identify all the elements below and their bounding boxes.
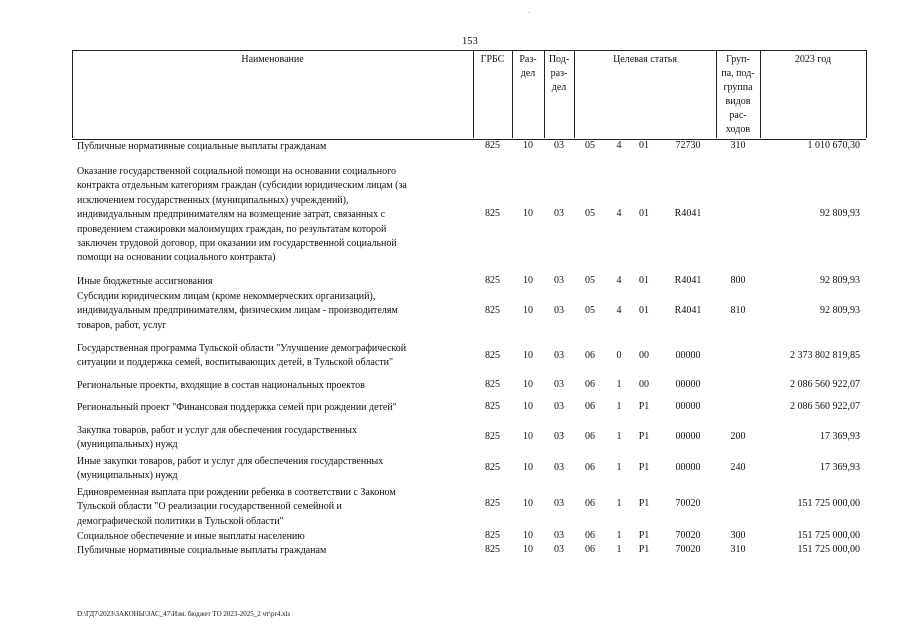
- row-name-line: Публичные нормативные социальные выплаты гражданам: [77, 141, 327, 152]
- cell-t2: 1: [616, 530, 622, 541]
- cell-t2: 0: [616, 350, 622, 361]
- row-name: [77, 290, 465, 333]
- cell-grbs: 825: [485, 350, 500, 361]
- cell-t3: P1: [638, 401, 650, 412]
- cell-pr: 03: [554, 544, 564, 555]
- cell-t4: 00000: [675, 462, 701, 473]
- row-name-line: (муниципальных) нужд: [77, 439, 178, 451]
- cell-pr: 03: [554, 530, 564, 541]
- cell-t4: 00000: [675, 431, 701, 442]
- cell-t1: 06: [585, 350, 595, 361]
- cell-t4: 70020: [675, 498, 701, 509]
- row-name: [77, 379, 465, 393]
- cell-t1: 06: [585, 498, 595, 509]
- cell-t4: 00000: [675, 350, 701, 361]
- cell-grbs: 825: [485, 431, 500, 442]
- cell-pr: 03: [554, 305, 564, 316]
- cell-vr: 810: [730, 305, 746, 316]
- row-name: [77, 140, 465, 154]
- cell-amount: 151 725 000,00: [797, 498, 860, 509]
- cell-amount: 92 809,93: [820, 275, 860, 286]
- row-name-line: Социальное обеспечение и иные выплаты населению: [77, 531, 305, 542]
- cell-grbs: 825: [485, 275, 500, 286]
- cell-pr: 03: [554, 498, 564, 509]
- cell-t3: P1: [638, 544, 650, 555]
- cell-vr: 200: [730, 431, 746, 442]
- cell-t3: P1: [638, 431, 650, 442]
- row-name-line: исключением государственных (муниципальных) учреждений),: [77, 194, 349, 206]
- header-razdel: Раз- дел: [519, 54, 537, 79]
- cell-grbs: 825: [485, 401, 500, 412]
- row-name-line: Публичные нормативные социальные выплаты гражданам: [77, 545, 327, 556]
- row-name: [77, 544, 465, 558]
- cell-amount: 17 369,93: [820, 462, 860, 473]
- cell-grbs: 825: [485, 544, 500, 555]
- cell-t4: 70020: [675, 544, 701, 555]
- row-name-line: Оказание государственной социальной помощи на основании социального: [77, 166, 396, 177]
- row-name-line: Тульской области "О реализации государственной семейной и: [77, 501, 342, 513]
- cell-t1: 06: [585, 462, 595, 473]
- cell-pr: 03: [554, 462, 564, 473]
- cell-grbs: 825: [485, 208, 500, 219]
- cell-rz: 10: [523, 275, 533, 286]
- cell-rz: 10: [523, 350, 533, 361]
- cell-amount: 92 809,93: [820, 208, 860, 219]
- cell-rz: 10: [523, 462, 533, 473]
- row-name: [77, 342, 465, 371]
- cell-pr: 03: [554, 379, 564, 390]
- cell-t1: 05: [585, 305, 595, 316]
- header-name: Наименование: [241, 54, 304, 65]
- header-target: Целевая статья: [613, 54, 677, 65]
- cell-t3: 00: [639, 379, 649, 390]
- cell-grbs: 825: [485, 462, 500, 473]
- cell-t2: 1: [616, 431, 622, 442]
- row-name-line: Региональные проекты, входящие в состав национальных проектов: [77, 380, 365, 391]
- cell-rz: 10: [523, 305, 533, 316]
- header-year: 2023 год: [794, 54, 832, 65]
- cell-t2: 4: [616, 275, 622, 286]
- cell-t3: 01: [639, 208, 649, 219]
- cell-t2: 4: [616, 208, 622, 219]
- cell-pr: 03: [554, 350, 564, 361]
- row-name: [77, 401, 465, 415]
- cell-t2: 1: [616, 498, 622, 509]
- row-name-line: Иные закупки товаров, работ и услуг для обеспечения государственных: [77, 456, 384, 467]
- cell-vr: 800: [730, 275, 746, 286]
- cell-rz: 10: [523, 401, 533, 412]
- cell-amount: 1 010 670,30: [807, 140, 860, 151]
- row-name-line: ситуации и поддержка семей, воспитывающих детей, в Тульской области": [77, 357, 394, 369]
- cell-amount: 151 725 000,00: [797, 530, 860, 541]
- cell-t2: 1: [616, 462, 622, 473]
- row-name-line: индивидуальным предпринимателям на возмещение затрат, связанных с: [77, 209, 386, 221]
- cell-grbs: 825: [485, 305, 500, 316]
- header-grbs: ГРБС: [480, 54, 505, 65]
- cell-t2: 1: [616, 544, 622, 555]
- cell-t4: R4041: [674, 208, 702, 219]
- cell-t3: 01: [639, 305, 649, 316]
- row-name: [77, 165, 465, 266]
- cell-rz: 10: [523, 379, 533, 390]
- cell-t2: 1: [616, 401, 622, 412]
- cell-grbs: 825: [485, 530, 500, 541]
- cell-t1: 05: [585, 208, 595, 219]
- cell-t3: P1: [638, 462, 650, 473]
- cell-rz: 10: [523, 208, 533, 219]
- cell-pr: 03: [554, 431, 564, 442]
- cell-amount: 151 725 000,00: [797, 544, 860, 555]
- cell-vr: 300: [730, 530, 746, 541]
- row-name-line: заключен трудовой договор, при оказании им государственной социальной: [77, 238, 397, 250]
- cell-pr: 03: [554, 208, 564, 219]
- cell-t3: P1: [638, 530, 650, 541]
- cell-t4: R4041: [674, 275, 702, 286]
- cell-grbs: 825: [485, 379, 500, 390]
- cell-rz: 10: [523, 530, 533, 541]
- col-divider: [866, 50, 867, 138]
- cell-rz: 10: [523, 140, 533, 151]
- row-name: [77, 275, 465, 289]
- row-name: [77, 424, 465, 453]
- row-name-line: товаров, работ, услуг: [77, 319, 167, 331]
- cell-t2: 4: [616, 305, 622, 316]
- row-name-line: Региональный проект "Финансовая поддержка семей при рождении детей": [77, 402, 397, 413]
- cell-t1: 06: [585, 379, 595, 390]
- row-name: [77, 486, 465, 529]
- cell-t4: 70020: [675, 530, 701, 541]
- cell-vr: 310: [730, 140, 746, 151]
- cell-pr: 03: [554, 275, 564, 286]
- cell-amount: 92 809,93: [820, 305, 860, 316]
- header-group: Груп- па, под- группа видов рас- ходов: [721, 54, 755, 135]
- cell-t1: 06: [585, 544, 595, 555]
- row-name-line: Субсидии юридическим лицам (кроме некоммерческих организаций),: [77, 291, 376, 302]
- cell-t4: R4041: [674, 305, 702, 316]
- row-name-line: проведением стажировки малоимущих граждан, по результатам которой: [77, 223, 387, 235]
- cell-t4: 00000: [675, 401, 701, 412]
- cell-vr: 240: [730, 462, 746, 473]
- cell-rz: 10: [523, 431, 533, 442]
- cell-vr: 310: [730, 544, 746, 555]
- cell-pr: 03: [554, 401, 564, 412]
- row-name-line: (муниципальных) нужд: [77, 470, 178, 482]
- cell-t3: P1: [638, 498, 650, 509]
- cell-amount: 17 369,93: [820, 431, 860, 442]
- row-name-line: Иные бюджетные ассигнования: [77, 276, 213, 287]
- cell-grbs: 825: [485, 140, 500, 151]
- cell-amount: 2 086 560 922,07: [790, 401, 860, 412]
- header-podrazdel: Под- раз- дел: [548, 54, 570, 93]
- cell-t4: 00000: [675, 379, 701, 390]
- cell-grbs: 825: [485, 498, 500, 509]
- cell-t1: 06: [585, 530, 595, 541]
- cell-amount: 2 086 560 922,07: [790, 379, 860, 390]
- row-name-line: помощи на основании социального контракта): [77, 252, 276, 264]
- row-name-line: демографической политики в Тульской области": [77, 515, 284, 527]
- cell-rz: 10: [523, 544, 533, 555]
- row-name-line: Государственная программа Тульской области "Улучшение демографической: [77, 343, 407, 354]
- page-number: 153: [462, 36, 478, 47]
- row-name-line: Закупка товаров, работ и услуг для обеспечения государственных: [77, 425, 358, 436]
- cell-t2: 1: [616, 379, 622, 390]
- cell-t3: 01: [639, 275, 649, 286]
- cell-t1: 05: [585, 275, 595, 286]
- cell-t2: 4: [616, 140, 622, 151]
- cell-t1: 05: [585, 140, 595, 151]
- row-name: [77, 530, 465, 544]
- file-path: D:\ГД7\2023\ЗАКОНЫ\ЗАС_47\Изм. бюджет ТО 2023-2025_2 чт\pr4.xls: [77, 610, 291, 618]
- cell-amount: 2 373 802 819,85: [790, 350, 860, 361]
- row-name-line: контракта отдельным категориям граждан (субсидии юридическим лицам (за: [77, 180, 407, 192]
- cell-t1: 06: [585, 401, 595, 412]
- cell-pr: 03: [554, 140, 564, 151]
- row-name-line: индивидуальным предпринимателям, физическим лицам - производителям: [77, 305, 398, 317]
- row-name-line: Единовременная выплата при рождении ребенка в соответствии с Законом: [77, 487, 396, 498]
- cell-t1: 06: [585, 431, 595, 442]
- cell-t4: 72730: [675, 140, 701, 151]
- cell-rz: 10: [523, 498, 533, 509]
- cell-t3: 00: [639, 350, 649, 361]
- cell-t3: 01: [639, 140, 649, 151]
- row-name: [77, 455, 465, 484]
- scan-speck: [529, 12, 530, 13]
